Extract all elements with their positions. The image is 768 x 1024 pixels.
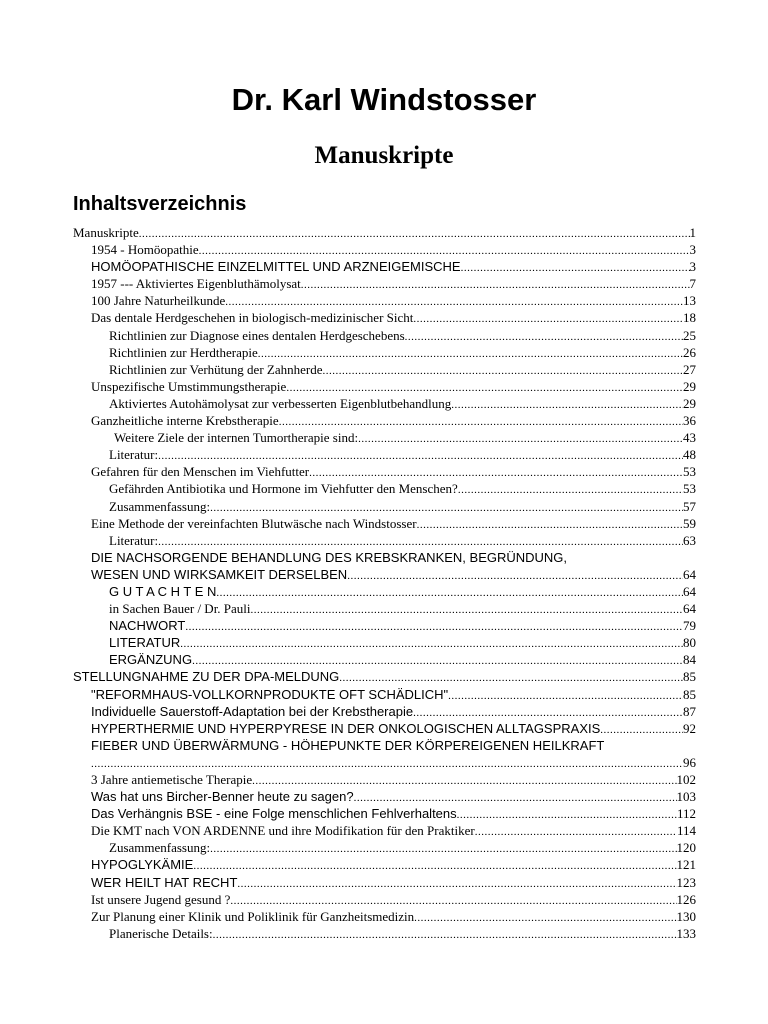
toc-entry[interactable] — [73, 258, 696, 275]
dot-leader — [600, 722, 683, 737]
dot-leader — [458, 482, 683, 497]
toc-entry-page: 130 — [676, 908, 696, 924]
toc-entry-page: 48 — [683, 447, 696, 463]
toc-entry[interactable] — [73, 703, 696, 720]
toc-entry-page: 3 — [689, 259, 696, 275]
toc-entry[interactable] — [73, 498, 696, 515]
toc-entry[interactable] — [73, 275, 696, 292]
toc-entry[interactable] — [73, 549, 696, 583]
toc-entry-page: 123 — [676, 874, 696, 890]
toc-entry-title: NACHWORT — [109, 618, 186, 634]
toc-entry-page: 13 — [683, 293, 696, 309]
dot-leader — [185, 619, 683, 634]
toc-entry-page: 29 — [683, 378, 696, 394]
toc-entry[interactable] — [73, 771, 696, 788]
toc-entry-title: 1954 - Homöopathie — [91, 242, 199, 258]
toc-entry[interactable] — [73, 651, 696, 668]
toc-entry-page: 57 — [683, 498, 696, 514]
dot-leader — [322, 363, 683, 378]
dot-leader — [237, 876, 676, 891]
toc-entry-page: 26 — [683, 344, 696, 360]
toc-entry-page: 43 — [683, 430, 696, 446]
toc-entry-title: Ist unsere Jugend gesund ? — [91, 891, 231, 907]
toc-entry-page: 29 — [683, 395, 696, 411]
toc-entry[interactable] — [73, 344, 696, 361]
toc-entry-page: 103 — [676, 789, 696, 805]
toc-entry-page: 79 — [683, 618, 696, 634]
toc-entry-page: 53 — [683, 464, 696, 480]
dot-leader — [339, 670, 683, 685]
toc-entry[interactable] — [73, 634, 696, 651]
toc-entry[interactable] — [73, 891, 696, 908]
dot-leader — [279, 414, 683, 429]
toc-entry[interactable] — [73, 737, 696, 771]
toc-entry-title-continued: WESEN UND WIRKSAMKEIT DERSELBEN — [91, 566, 348, 582]
toc-entry[interactable] — [73, 583, 696, 600]
toc-entry[interactable] — [73, 805, 696, 822]
toc-entry-continuation — [91, 566, 696, 583]
toc-entry-title: in Sachen Bauer / Dr. Pauli — [109, 601, 251, 617]
dot-leader — [475, 824, 677, 839]
dot-leader — [213, 927, 677, 942]
toc-entry-page: 85 — [683, 669, 696, 685]
toc-entry[interactable] — [73, 600, 696, 617]
toc-entry[interactable] — [73, 720, 696, 737]
toc-entry[interactable] — [73, 839, 696, 856]
toc-entry-title: HYPERTHERMIE UND HYPERPYRESE IN DER ONKOLOGISCHEN ALLTAGSPRAXIS — [91, 720, 601, 736]
dot-leader — [413, 311, 683, 326]
toc-entry-page: 112 — [676, 806, 696, 822]
dot-leader — [451, 397, 683, 412]
toc-entry-title: Richtlinien zur Diagnose eines dentalen Herdgeschebens — [109, 327, 405, 343]
dot-leader — [347, 568, 683, 585]
toc-entry-title: Gefährden Antibiotika und Hormone im Viehfutter den Menschen? — [109, 481, 458, 497]
dot-leader — [180, 636, 683, 651]
toc-entry-page: 18 — [683, 310, 696, 326]
toc-entry-page: 59 — [683, 515, 696, 531]
toc-entry-title: 3 Jahre antiemetische Therapie — [91, 772, 253, 787]
toc-entry-title: ERGÄNZUNG — [109, 652, 193, 668]
dot-leader — [461, 260, 690, 275]
toc-entry[interactable] — [73, 788, 696, 805]
toc-entry[interactable] — [73, 309, 696, 326]
toc-entry-page: 120 — [676, 840, 696, 856]
toc-entry[interactable] — [73, 224, 696, 241]
toc-entry-title: Richtlinien zur Herdtherapie — [109, 344, 258, 360]
toc-entry-title: STELLUNGNAHME ZU DER DPA-MELDUNG — [73, 669, 340, 685]
toc-entry-page: 84 — [683, 652, 696, 668]
toc-entry-title: Unspezifische Umstimmungstherapie — [91, 378, 287, 394]
toc-entry-page: 96 — [683, 754, 696, 770]
dot-leader — [354, 790, 677, 805]
toc-entry-title: FIEBER UND ÜBERWÄRMUNG - HÖHEPUNKTE DER KÖRPEREIGENEN HEILKRAFT — [91, 737, 605, 753]
toc-entry[interactable] — [73, 327, 696, 344]
toc-entry[interactable] — [73, 822, 696, 839]
dot-leader — [192, 653, 683, 668]
toc-entry-title: Zusammenfassung: — [109, 498, 211, 514]
toc-entry[interactable] — [73, 480, 696, 497]
toc-entry[interactable] — [73, 463, 696, 480]
toc-entry-title: Gefahren für den Menschen im Viehfutter — [91, 464, 310, 480]
toc-entry[interactable] — [73, 361, 696, 378]
toc-entry[interactable] — [73, 617, 696, 634]
dot-leader — [414, 910, 676, 925]
toc-entry-page: 64 — [683, 601, 696, 617]
toc-entry-title: Manuskripte — [73, 225, 139, 240]
document-title: Manuskripte — [314, 142, 454, 169]
toc-entry-title: 1957 --- Aktiviertes Eigenbluthämolysat — [91, 276, 301, 292]
toc-entry[interactable] — [73, 515, 696, 532]
toc-heading: Inhaltsverzeichnis — [73, 193, 247, 215]
table-of-contents — [73, 224, 696, 942]
toc-entry-title: Das dentale Herdgeschehen in biologisch-medizinischer Sicht — [91, 310, 414, 326]
toc-entry-page: 102 — [676, 772, 696, 787]
dot-leader — [139, 226, 690, 241]
toc-entry-title: Individuelle Sauerstoff-Adaptation bei der Krebstherapie — [91, 703, 414, 719]
toc-entry-title: Ganzheitliche interne Krebstherapie — [91, 413, 279, 429]
dot-leader — [309, 465, 683, 480]
dot-leader — [216, 585, 683, 600]
toc-entry-page: 7 — [689, 276, 696, 292]
toc-entry[interactable] — [73, 856, 696, 873]
toc-entry-title: HOMÖOPATHISCHE EINZELMITTEL UND ARZNEIGEMISCHE — [91, 259, 461, 275]
toc-entry-title: Weitere Ziele der internen Tumortherapie sind: — [114, 430, 359, 446]
dot-leader — [301, 277, 690, 292]
toc-entry-page: 133 — [676, 925, 696, 941]
toc-entry-title: LITERATUR — [109, 635, 181, 651]
toc-entry-title: G U T A C H T E N — [109, 583, 217, 599]
dot-leader — [258, 346, 683, 361]
toc-entry-title: HYPOGLYKÄMIE — [91, 857, 194, 873]
toc-entry-page: 3 — [689, 242, 696, 258]
toc-entry-page: 25 — [683, 327, 696, 343]
toc-entry-title: Die KMT nach VON ARDENNE und ihre Modifikation für den Praktiker — [91, 823, 475, 839]
toc-entry-page: 114 — [676, 823, 696, 839]
toc-entry-title: DIE NACHSORGENDE BEHANDLUNG DES KREBSKRANKEN, BEGRÜNDUNG, — [91, 549, 568, 565]
dot-leader — [413, 705, 683, 720]
toc-entry[interactable] — [73, 908, 696, 925]
toc-entry[interactable] — [73, 532, 696, 549]
dot-leader — [286, 380, 683, 395]
toc-entry-title: 100 Jahre Naturheilkunde — [91, 293, 226, 309]
dot-leader — [210, 841, 676, 856]
toc-entry-title: Aktiviertes Autohämolysat zur verbesserten Eigenblutbehandlung — [109, 395, 452, 411]
toc-entry-title: Literatur: — [109, 532, 159, 548]
dot-leader — [158, 534, 683, 549]
toc-entry-page: 126 — [676, 891, 696, 907]
toc-entry-page: 53 — [683, 481, 696, 497]
toc-entry[interactable] — [73, 378, 696, 395]
toc-entry-page: 1 — [689, 225, 696, 240]
toc-entry-title: WER HEILT HAT RECHT — [91, 874, 238, 890]
toc-entry[interactable] — [73, 446, 696, 463]
author-heading: Dr. Karl Windstosser — [231, 82, 537, 117]
dot-leader — [358, 431, 683, 446]
toc-entry-title: Eine Methode der vereinfachten Blutwäsche nach Windstosser — [91, 515, 417, 531]
toc-entry[interactable] — [73, 686, 696, 703]
toc-entry-title: Planerische Details: — [109, 925, 213, 941]
dot-leader — [448, 688, 683, 703]
toc-entry-title: Richtlinien zur Verhütung der Zahnherde — [109, 361, 323, 377]
toc-entry-page: 63 — [683, 532, 696, 548]
toc-entry-page: 85 — [683, 686, 696, 702]
toc-entry-title: Zur Planung einer Klinik und Poliklinik für Ganzheitsmedizin — [91, 908, 415, 924]
dot-leader — [225, 294, 683, 309]
dot-leader — [199, 243, 690, 258]
toc-entry-title: Zusammenfassung: — [109, 840, 211, 856]
toc-entry[interactable] — [73, 874, 696, 891]
dot-leader — [210, 500, 683, 515]
toc-entry[interactable] — [73, 429, 696, 446]
toc-entry-page: 92 — [683, 720, 696, 736]
toc-entry-title: Was hat uns Bircher-Benner heute zu sagen? — [91, 789, 354, 805]
toc-entry-page: 121 — [676, 857, 696, 873]
dot-leader — [417, 517, 683, 532]
toc-entry-page: 36 — [683, 413, 696, 429]
dot-leader — [251, 602, 683, 617]
toc-entry-title: Literatur: — [109, 447, 159, 463]
dot-leader — [158, 448, 683, 463]
toc-entry-page: 27 — [683, 361, 696, 377]
toc-entry[interactable] — [73, 292, 696, 309]
toc-entry[interactable] — [73, 925, 696, 942]
toc-entry-page: 64 — [683, 566, 696, 582]
toc-entry[interactable] — [73, 395, 696, 412]
toc-entry-page: 87 — [683, 703, 696, 719]
toc-entry-page: 64 — [683, 583, 696, 599]
toc-entry-title: Das Verhängnis BSE - eine Folge menschlichen Fehlverhaltens — [91, 806, 457, 822]
dot-leader — [252, 773, 676, 788]
toc-entry[interactable] — [73, 668, 696, 685]
toc-entry-continuation — [91, 754, 696, 771]
dot-leader — [457, 807, 677, 822]
toc-entry-page: 80 — [683, 635, 696, 651]
dot-leader — [405, 329, 683, 344]
toc-entry[interactable] — [73, 412, 696, 429]
dot-leader — [193, 858, 676, 873]
toc-entry[interactable] — [73, 241, 696, 258]
toc-entry-title: "REFORMHAUS-VOLLKORNPRODUKTE OFT SCHÄDLICH" — [91, 686, 449, 702]
dot-leader — [230, 893, 676, 908]
